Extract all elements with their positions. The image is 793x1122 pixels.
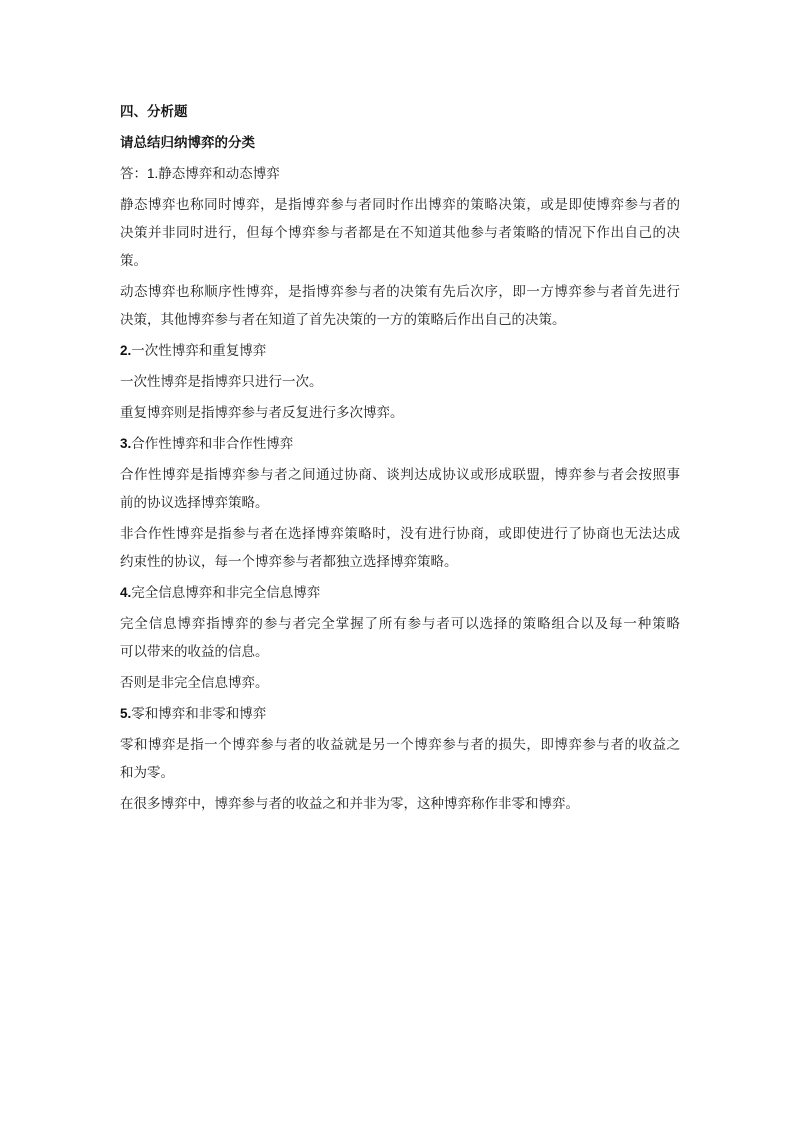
paragraph [120,731,680,787]
text-line: 动态博弈也称顺序性博弈，是指博弈参与者的决策有先后次序，即一方博弈参与者首先进行 [120,284,680,300]
item-title: 静态博弈和动态博弈 [158,166,280,182]
text-line: 重复博弈则是指博弈参与者反复进行多次博弈。 [120,405,404,421]
item-number: 4. [120,585,132,600]
item-number: 5. [120,706,132,721]
item-heading-1 [120,160,680,188]
item-heading-5 [120,700,680,728]
item-number: 2. [120,343,132,358]
text-line: 在很多博弈中，博弈参与者的收益之和并非为零，这种博弈称作非零和博弈。 [120,796,579,812]
paragraph [120,278,680,334]
item-title: 一次性博弈和重复博弈 [131,343,267,359]
text-line: 一次性博弈是指博弈只进行一次。 [120,374,323,390]
text-line: 合作性博弈是指博弈参与者之间通过协商、谈判达成协议或形成联盟，博弈参与者会按照事 [120,467,680,483]
text-line: 完全信息博弈指博弈的参与者完全掌握了所有参与者可以选择的策略组合以及每一种策略 [120,616,680,632]
paragraph [120,461,680,517]
item-title: 合作性博弈和非合作性博弈 [131,436,294,452]
item-number: 1. [147,166,159,181]
item-heading-4 [120,579,680,607]
item-number: 3. [120,436,132,451]
paragraph [120,610,680,666]
paragraph [120,520,680,576]
text-line: 约束性的协议，每一个博弈参与者都独立选择博弈策略。 [120,554,458,570]
text-line: 前的协议选择博弈策略。 [120,495,269,511]
section-heading: 四、分析题 [120,104,188,120]
document-page [120,98,680,818]
answer-label: 答： [120,166,147,182]
text-line: 非合作性博弈是指参与者在选择博弈策略时，没有进行协商，或即使进行了协商也无法达成 [120,526,680,542]
text-line: 和为零。 [120,765,174,781]
text-line: 决策，其他博弈参与者在知道了首先决策的一方的策略后作出自己的决策。 [120,312,566,328]
text-line: 可以带来的收益的信息。 [120,644,269,660]
text-line: 决策并非同时进行，但每个博弈参与者都是在不知道其他参与者策略的情况下作出自己的决 [120,225,680,241]
text-line: 策。 [120,253,147,269]
text-line: 静态博弈也称同时博弈，是指博弈参与者同时作出博弈的策略决策，或是即使博弈参与者的 [120,197,680,213]
item-title: 零和博弈和非零和博弈 [131,706,267,722]
text-line: 零和博弈是指一个博弈参与者的收益就是另一个博弈参与者的损失，即博弈参与者的收益之 [120,737,680,753]
question-title: 请总结归纳博弈的分类 [120,135,255,151]
paragraph [120,191,680,275]
item-heading-2 [120,337,680,365]
item-title: 完全信息博弈和非完全信息博弈 [131,585,321,601]
text-line: 否则是非完全信息博弈。 [120,675,269,691]
item-heading-3 [120,430,680,458]
